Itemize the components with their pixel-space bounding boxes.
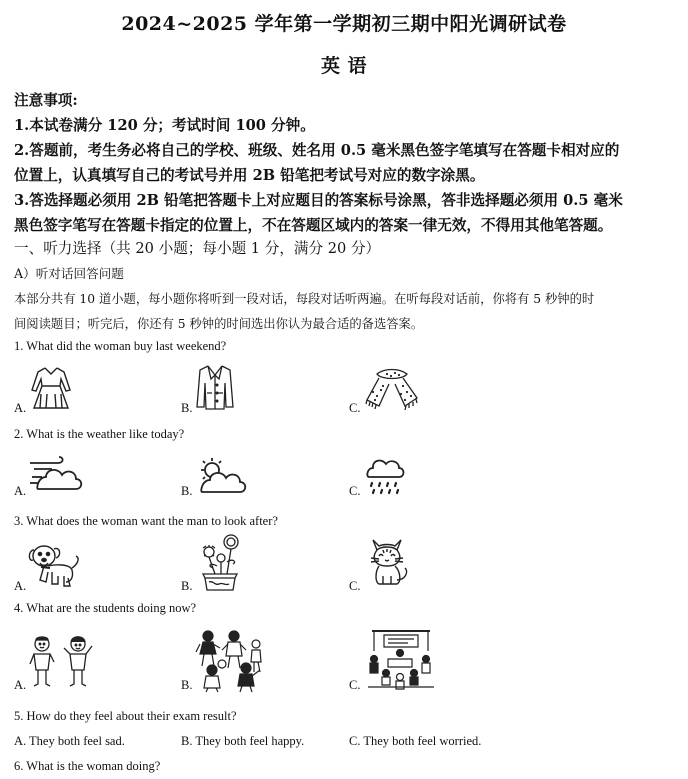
question-4: 4. What are the students doing now? [14,601,197,615]
q5-option-b[interactable]: B. They both feel happy. [181,734,305,748]
question-6: 6. What is the woman doing? [14,759,161,773]
two-kids-icon [28,632,98,692]
q4-option-c-label[interactable]: C. [349,678,361,692]
windy-cloud-icon [28,455,84,495]
question-1: 1. What did the woman buy last weekend? [14,339,227,353]
q4-option-a-label[interactable]: A. [14,678,27,692]
subject-title: 英 语 [320,55,368,77]
q5-option-a[interactable]: A. They both feel sad. [14,734,125,748]
dress-icon [26,364,76,414]
q2-option-b-label[interactable]: B. [181,484,193,498]
part-a-heading: A）听对话回答问题 [14,266,124,281]
note-item-2-line-1: 2.答题前，考生务必将自己的学校、班级、姓名用 0.5 毫米黑色签字笔填写在答题卡相对应的 [14,142,620,159]
q5-option-c[interactable]: C. They both feel worried. [349,734,482,748]
rain-cloud-icon [364,455,406,497]
note-item-2-line-2: 位置上，认真填写自己的考试号并用 2B 铅笔把考试号对应的数字涂黑。 [14,167,485,184]
instructions-line-1: 本部分共有 10 道小题，每小题你将听到一段对话，每段对话听两遍。在听每段对话前，你将有 5 秒钟的时 [14,292,595,306]
question-5: 5. How do they feel about their exam result? [14,709,237,723]
sun-cloud-icon [196,456,248,496]
q3-option-a-label[interactable]: A. [14,579,27,593]
q3-option-c-label[interactable]: C. [349,579,361,593]
class-meeting-icon [364,627,438,693]
question-2: 2. What is the weather like today? [14,427,185,441]
note-item-3-line-2: 黑色签字笔写在答题卡指定的位置上，不在答题区域内的答案一律无效，不得用其他笔答题。 [14,217,613,234]
notes-heading: 注意事项: [14,92,78,109]
jacket-icon [194,363,236,411]
flower-pot-icon [197,534,243,592]
note-item-1: 1.本试卷满分 120 分；考试时间 100 分钟。 [14,117,315,134]
dog-icon [26,540,82,592]
q3-option-b-label[interactable]: B. [181,579,193,593]
q2-option-a-label[interactable]: A. [14,484,27,498]
section-1-heading: 一、听力选择（共 20 小题；每小题 1 分，满分 20 分） [14,240,381,257]
cat-icon [367,536,411,588]
instructions-line-2: 间阅读题目；听完后，你还有 5 秒钟的时间选出你认为最合适的备选答案。 [14,317,424,331]
q1-option-a-label[interactable]: A. [14,401,27,415]
question-3: 3. What does the woman want the man to look after? [14,514,278,528]
kids-playing-ball-icon [194,628,268,694]
scarf-icon [363,366,421,414]
q4-option-b-label[interactable]: B. [181,678,193,692]
exam-title: 2024~2025 学年第一学期初三期中阳光调研试卷 [121,13,567,35]
q1-option-b-label[interactable]: B. [181,401,193,415]
q1-option-c-label[interactable]: C. [349,401,361,415]
note-item-3-line-1: 3.答选择题必须用 2B 铅笔把答题卡上对应题目的答案标号涂黑，答非选择题必须用 0.5 毫米 [14,192,623,209]
q2-option-c-label[interactable]: C. [349,484,361,498]
